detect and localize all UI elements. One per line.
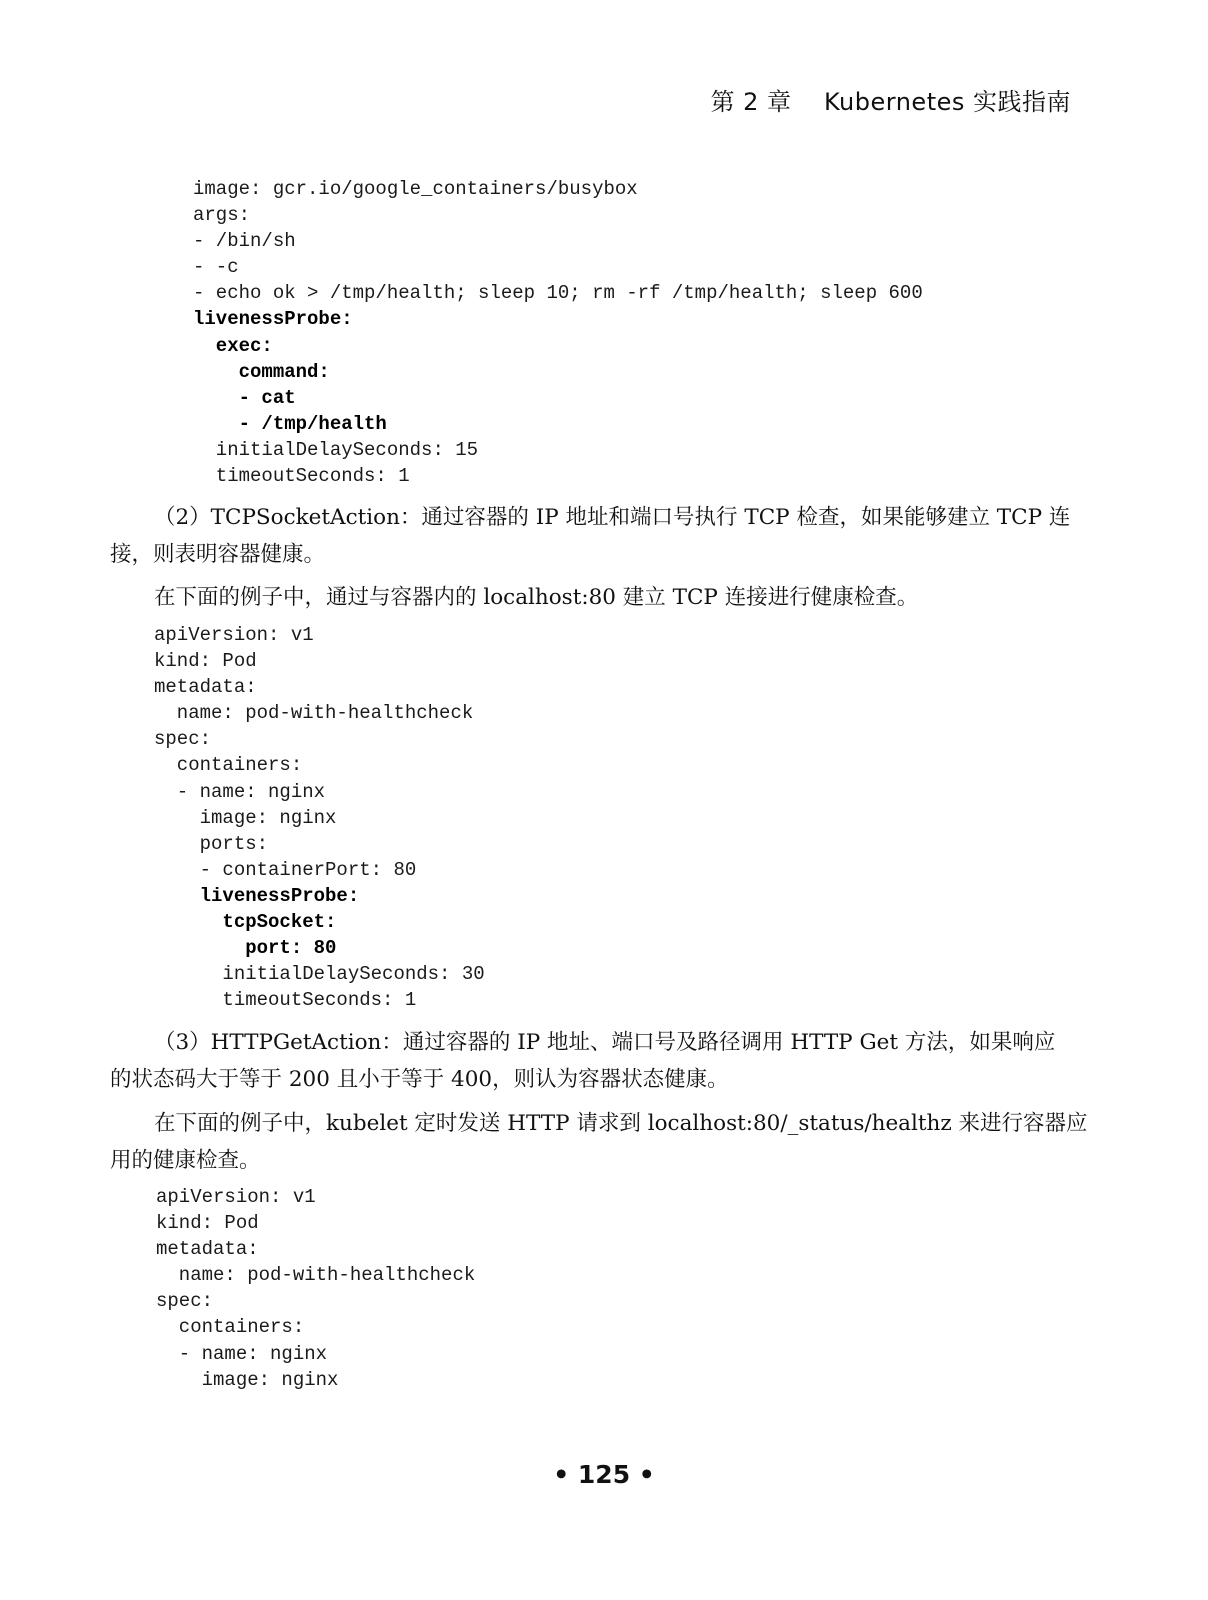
code-line: timeoutSeconds: 1 xyxy=(193,465,410,488)
paragraph-tcp-socket-action xyxy=(110,499,1098,573)
code-block-exec-probe xyxy=(193,176,923,489)
code-line: - /bin/sh xyxy=(193,230,296,253)
code-line: - /tmp/health xyxy=(193,412,387,435)
paragraph-line: 在下面的例子中，通过与容器内的 localhost:80 建立 TCP 连接进行健康检查。 xyxy=(154,585,919,610)
code-block-tcp-probe xyxy=(154,622,485,1013)
paragraph-line: 的状态码大于等于 200 且小于等于 400，则认为容器状态健康。 xyxy=(110,1067,729,1092)
code-line: - containerPort: 80 xyxy=(154,858,417,881)
code-line: timeoutSeconds: 1 xyxy=(154,989,417,1012)
paragraph-line: （3）HTTPGetAction：通过容器的 IP 地址、端口号及路径调用 HTTP Get 方法，如果响应 xyxy=(154,1030,1056,1055)
code-line: livenessProbe: xyxy=(193,308,353,331)
paragraph-line: （2）TCPSocketAction：通过容器的 IP 地址和端口号执行 TCP 检查，如果能够建立 TCP 连 xyxy=(154,505,1071,530)
paragraph-http-get-action xyxy=(110,1024,1098,1098)
code-line: initialDelaySeconds: 30 xyxy=(154,963,485,986)
code-line: image: nginx xyxy=(156,1368,339,1391)
code-line: command: xyxy=(193,360,330,383)
paragraph-tcp-example xyxy=(110,579,1098,616)
code-line: apiVersion: v1 xyxy=(154,624,314,646)
code-line: args: xyxy=(193,204,251,227)
code-line: - cat xyxy=(193,386,296,409)
chapter-title: Kubernetes 实践指南 xyxy=(824,88,1071,116)
code-line: exec: xyxy=(193,334,273,357)
paragraph-line: 用的健康检查。 xyxy=(110,1148,261,1173)
chapter-label: 第 2 章 xyxy=(710,88,792,116)
page-number: • 125 • xyxy=(553,1460,655,1489)
code-line: name: pod-with-healthcheck xyxy=(156,1264,476,1287)
code-line: apiVersion: v1 xyxy=(156,1186,316,1208)
code-line: image: gcr.io/google_containers/busybox xyxy=(193,178,638,200)
code-line: spec: xyxy=(154,728,212,751)
code-line: containers: xyxy=(154,754,303,777)
code-line: containers: xyxy=(156,1316,305,1339)
code-line: - name: nginx xyxy=(154,780,326,803)
code-block-http-probe xyxy=(156,1184,475,1393)
code-line: spec: xyxy=(156,1290,214,1313)
code-line: metadata: xyxy=(156,1238,259,1261)
code-line: metadata: xyxy=(154,676,257,699)
code-line: image: nginx xyxy=(154,806,337,829)
code-line: - name: nginx xyxy=(156,1342,328,1365)
code-line: kind: Pod xyxy=(156,1212,259,1235)
code-line: - echo ok > /tmp/health; sleep 10; rm -rf /tmp/health; sleep 600 xyxy=(193,282,923,305)
code-line: initialDelaySeconds: 15 xyxy=(193,438,479,461)
paragraph-http-example xyxy=(110,1105,1098,1179)
code-line: tcpSocket: xyxy=(154,911,337,934)
code-line: ports: xyxy=(154,832,269,855)
code-line: kind: Pod xyxy=(154,650,257,673)
running-header xyxy=(710,82,1071,117)
paragraph-line: 在下面的例子中，kubelet 定时发送 HTTP 请求到 localhost:80/_status/healthz 来进行容器应 xyxy=(154,1111,1088,1136)
code-line: name: pod-with-healthcheck xyxy=(154,702,474,725)
paragraph-line: 接，则表明容器健康。 xyxy=(110,542,326,567)
code-line: - -c xyxy=(193,256,239,279)
code-line: port: 80 xyxy=(154,937,337,960)
code-line: livenessProbe: xyxy=(154,884,360,907)
